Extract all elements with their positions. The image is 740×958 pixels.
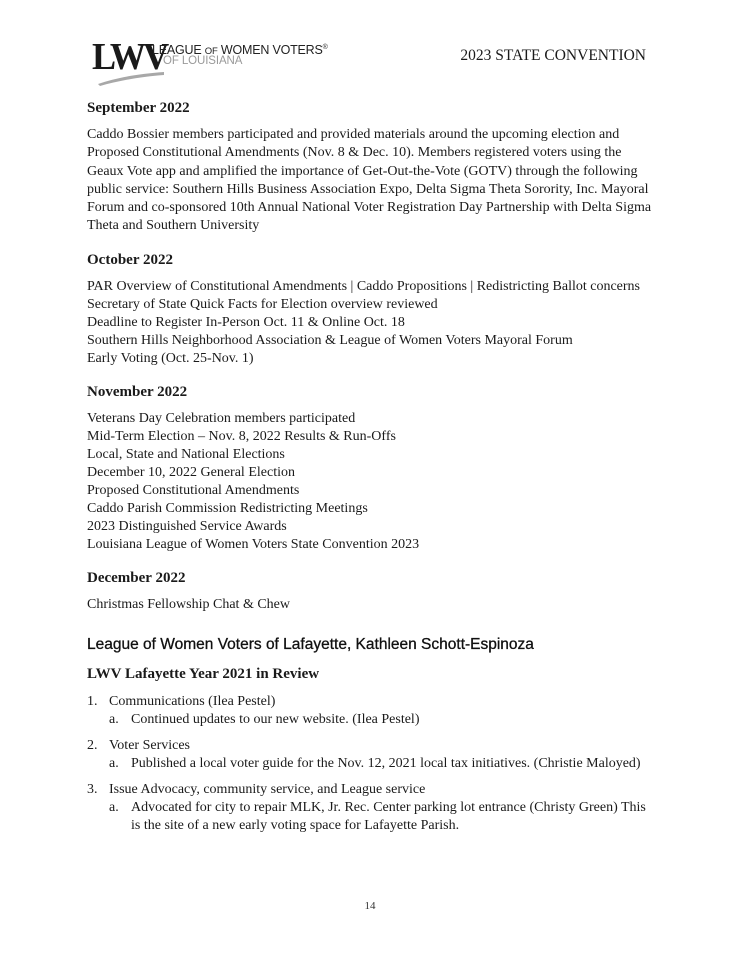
list-item: Proposed Constitutional Amendments — [87, 482, 300, 498]
sub-item-text: Published a local voter guide for the Nov. 12, 2021 local tax initiatives. (Christie Maloyed) — [131, 755, 641, 771]
document-title: 2023 STATE CONVENTION — [460, 47, 646, 64]
item-text: Communications (Ilea Pestel) — [109, 693, 276, 709]
list-item: 2023 Distinguished Service Awards — [87, 518, 287, 534]
logo-text-line2: OF LOUISIANA — [163, 55, 243, 67]
sub-list — [109, 799, 657, 835]
sub-item-letter: a. — [109, 711, 119, 727]
list-item: December 10, 2022 General Election — [87, 464, 295, 480]
sub-list — [109, 755, 657, 773]
page-content — [87, 98, 657, 843]
page-number: 14 — [364, 900, 376, 912]
logo-mark: LWV — [92, 36, 167, 78]
list-item: Mid-Term Election – Nov. 8, 2022 Results & Run-Offs — [87, 428, 396, 444]
review-item-issue-advocacy — [87, 781, 657, 835]
section-december-2022 — [87, 568, 657, 614]
sub-list — [109, 711, 657, 729]
logo-swoosh-icon — [96, 70, 166, 86]
sub-item — [109, 711, 657, 729]
sub-item-text: Advocated for city to repair MLK, Jr. Rec. Center parking lot entrance (Christy Green) This is the site of a new early voting space for Lafayette Parish. — [131, 799, 646, 833]
sub-item — [109, 755, 657, 773]
review-heading: LWV Lafayette Year 2021 in Review — [87, 665, 320, 682]
lafayette-heading: League of Women Voters of Lafayette, Kathleen Schott-Espinoza — [87, 635, 534, 653]
section-october-2022 — [87, 250, 657, 368]
sub-item-letter: a. — [109, 755, 119, 771]
list-item: Early Voting (Oct. 25-Nov. 1) — [87, 350, 254, 366]
list-item: Local, State and National Elections — [87, 446, 285, 462]
list-item: PAR Overview of Constitutional Amendments | Caddo Propositions | Redistricting Ballot concerns — [87, 278, 640, 294]
list-item: Veterans Day Celebration members participated — [87, 410, 356, 426]
item-text: Voter Services — [109, 737, 190, 753]
month-heading: November 2022 — [87, 383, 188, 400]
item-text: Issue Advocacy, community service, and League service — [109, 781, 426, 797]
list-item: Secretary of State Quick Facts for Election overview reviewed — [87, 296, 438, 312]
list-item: Caddo Parish Commission Redistricting Meetings — [87, 500, 368, 516]
page-header — [0, 0, 740, 90]
review-item-communications — [87, 693, 657, 729]
sub-item-letter: a. — [109, 799, 119, 815]
month-heading: December 2022 — [87, 569, 186, 586]
list-item: Deadline to Register In-Person Oct. 11 & Online Oct. 18 — [87, 314, 405, 330]
sub-item-text: Continued updates to our new website. (Ilea Pestel) — [131, 711, 420, 727]
item-number: 1. — [87, 693, 98, 709]
logo-text-line1: LEAGUE OF WOMEN VOTERS® — [152, 43, 328, 57]
lwv-louisiana-logo — [92, 36, 332, 86]
list-item: Christmas Fellowship Chat & Chew — [87, 596, 290, 612]
section-november-2022 — [87, 382, 657, 554]
section-paragraph: Caddo Bossier members participated and provided materials around the upcoming election and Proposed Constitutional Amendments (Nov. 8 & Dec. 10). Members registered voters using the Geaux Vote app and amplified the importance of Get-Out-the-Vote (GOTV) through the following public service: Southern Hills Business Association Expo, Delta Sigma Theta Sorority, Inc. Mayoral Forum and co-sponsored 10th Annual National Voter Registration Day Partnership with Delta Sigma Theta and Southern University — [87, 127, 652, 234]
item-number: 3. — [87, 781, 98, 797]
section-september-2022 — [87, 98, 657, 236]
list-item: Southern Hills Neighborhood Association & League of Women Voters Mayoral Forum — [87, 332, 573, 348]
list-item: Louisiana League of Women Voters State Convention 2023 — [87, 536, 420, 552]
review-list — [87, 693, 657, 835]
review-item-voter-services — [87, 737, 657, 773]
month-heading: September 2022 — [87, 100, 190, 116]
month-heading: October 2022 — [87, 251, 173, 268]
item-number: 2. — [87, 737, 98, 753]
sub-item — [109, 799, 657, 835]
